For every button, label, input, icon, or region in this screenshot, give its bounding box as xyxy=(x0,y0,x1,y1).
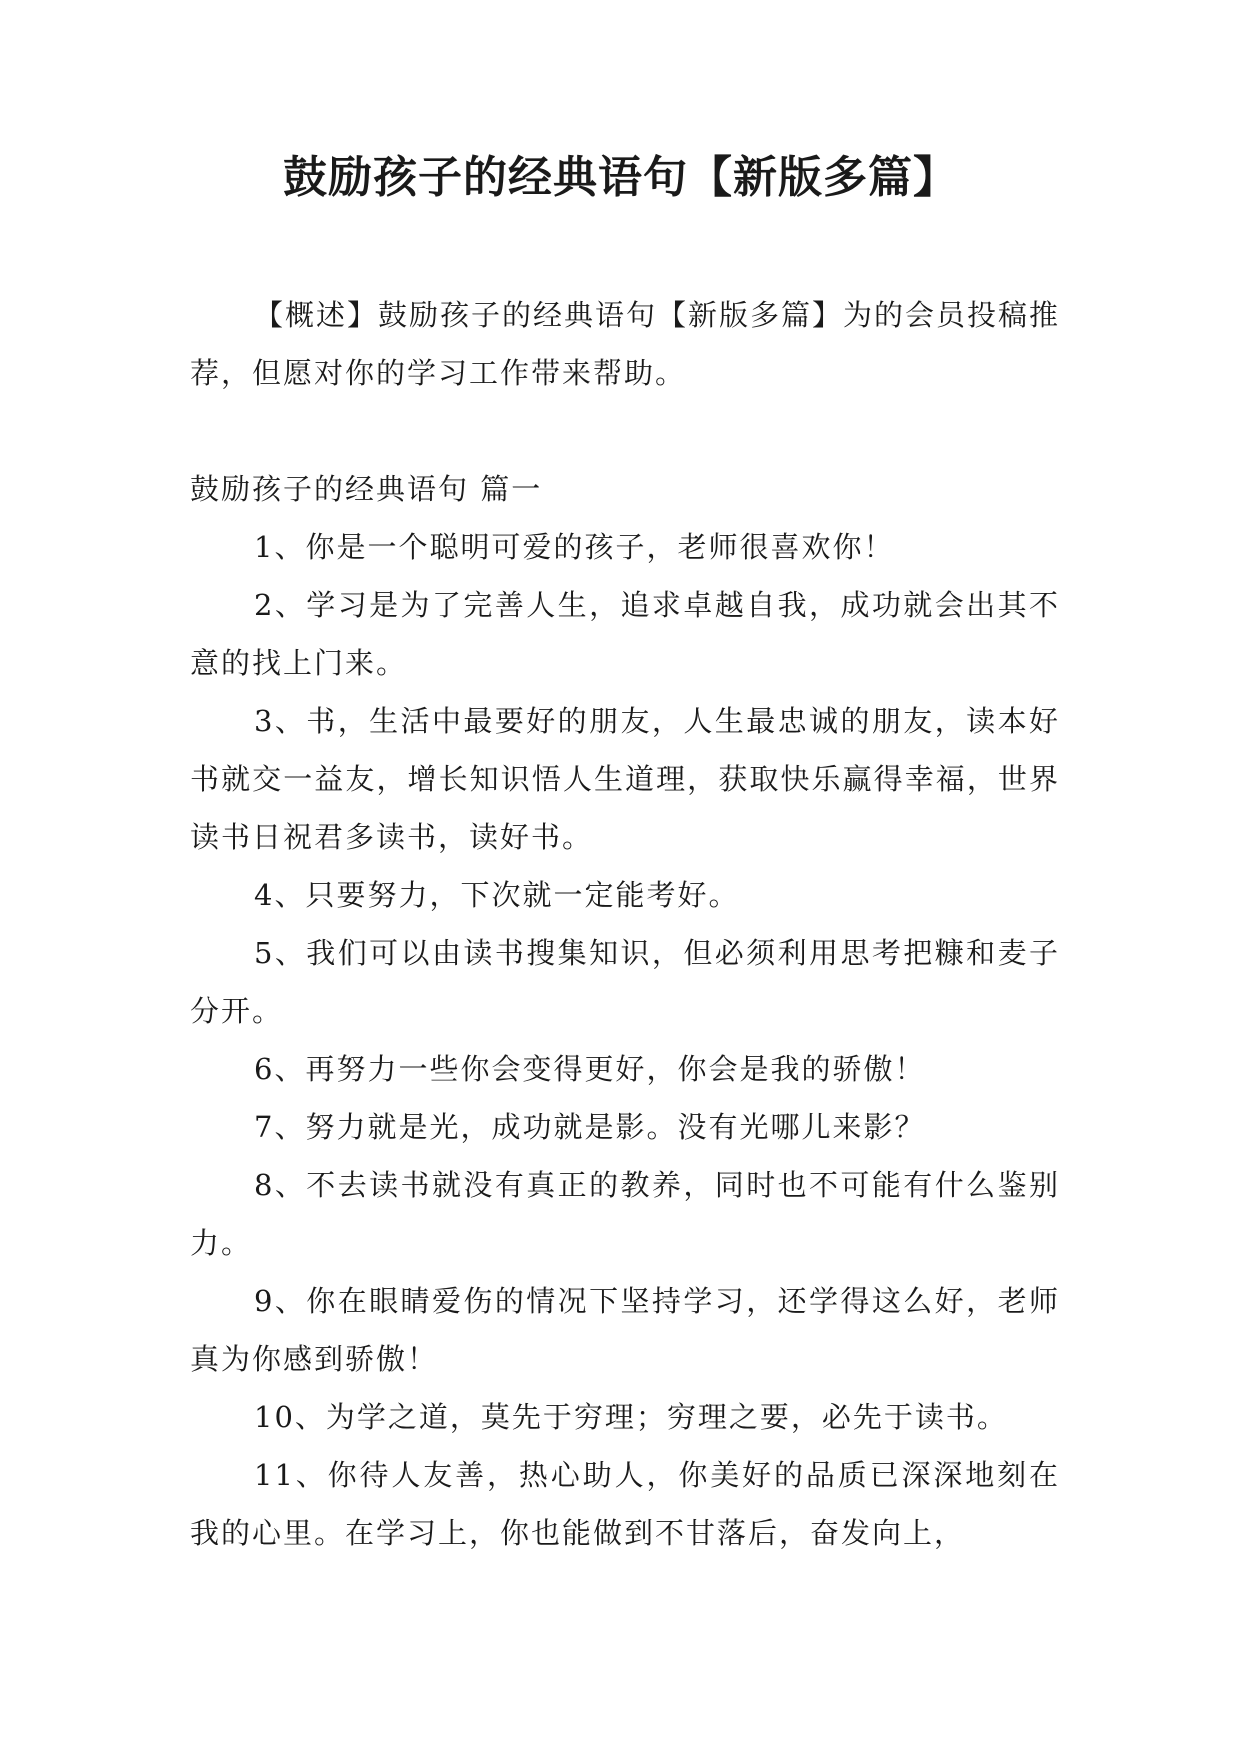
list-item: 7、努力就是光，成功就是影。没有光哪儿来影？ xyxy=(254,1110,926,1144)
section-heading: 鼓励孩子的经典语句 篇一 xyxy=(190,472,543,506)
document-body xyxy=(190,286,1060,1562)
list-item: 5、我们可以由读书搜集知识，但必须利用思考把糠和麦子分开。 xyxy=(190,936,1060,1028)
list-item: 3、书，生活中最要好的朋友，人生最忠诚的朋友，读本好书就交一益友，增长知识悟人生道理，获取快乐赢得幸福，世界读书日祝君多读书，读好书。 xyxy=(190,704,1060,854)
list-item: 4、只要努力，下次就一定能考好。 xyxy=(254,878,740,912)
paragraph-spacer xyxy=(190,402,1060,460)
summary-paragraph: 【概述】鼓励孩子的经典语句【新版多篇】为的会员投稿推荐，但愿对你的学习工作带来帮助。 xyxy=(190,298,1061,390)
list-item: 1、你是一个聪明可爱的孩子，老师很喜欢你！ xyxy=(254,530,895,564)
list-item: 9、你在眼睛爱伤的情况下坚持学习，还学得这么好，老师真为你感到骄傲！ xyxy=(190,1284,1060,1376)
list-item: 8、不去读书就没有真正的教养，同时也不可能有什么鉴别力。 xyxy=(190,1168,1060,1260)
list-item: 11、你待人友善，热心助人，你美好的品质已深深地刻在我的心里。在学习上，你也能做到不甘落后，奋发向上， xyxy=(190,1458,1060,1550)
list-item: 2、学习是为了完善人生，追求卓越自我，成功就会出其不意的找上门来。 xyxy=(190,588,1060,680)
list-item: 10、为学之道，莫先于穷理；穷理之要，必先于读书。 xyxy=(254,1400,1008,1434)
page-title: 鼓励孩子的经典语句【新版多篇】 xyxy=(283,152,958,203)
list-item: 6、再努力一些你会变得更好，你会是我的骄傲！ xyxy=(254,1052,926,1086)
